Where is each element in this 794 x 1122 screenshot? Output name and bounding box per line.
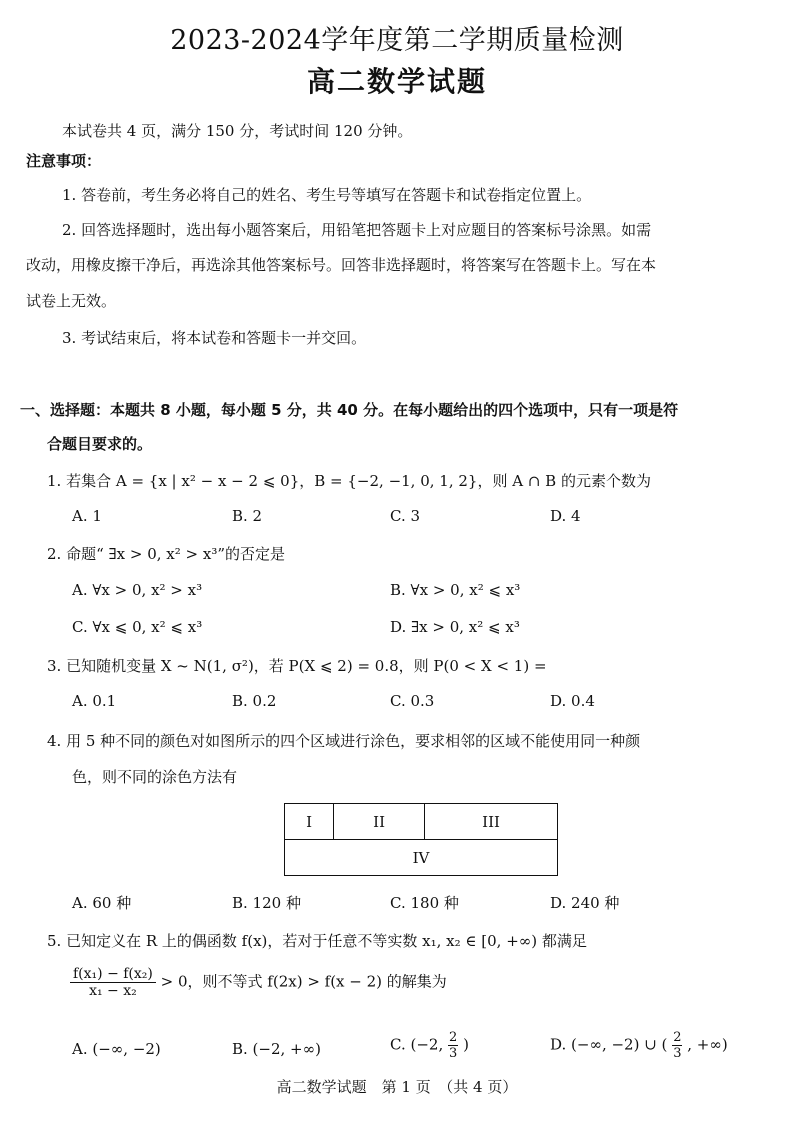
notice-heading: 注意事项： [26,152,102,170]
section-1-heading-line-1: 一、选择题：本题共 8 小题，每小题 5 分，共 40 分。在每小题给出的四个选项中，只有一项是符 [20,401,679,419]
question-1-stem: 1. 若集合 A = {x | x² − x − 2 ⩽ 0}，B = {−2, −1, 0, 1, 2}，则 A ∩ B 的元素个数为 [47,472,651,490]
question-2-stem: 2. 命题“ ∃x > 0, x² > x³”的否定是 [47,545,286,563]
question-4-option-d: D. 240 种 [550,894,620,912]
fraction-denominator: x₁ − x₂ [89,983,137,999]
notice-item-2-line-1: 2. 回答选择题时，选出每小题答案后，用铅笔把答题卡上对应题目的答案标号涂黑。如需 [62,221,652,239]
intro-text: 本试卷共 4 页，满分 150 分，考试时间 120 分钟。 [62,122,413,140]
option-c-denominator: 3 [449,1046,458,1061]
section-1-heading-line-2: 合题目要求的。 [47,435,153,453]
question-4-option-a: A. 60 种 [72,894,132,912]
notice-item-1: 1. 答卷前，考生务必将自己的姓名、考生号等填写在答题卡和试卷指定位置上。 [62,186,592,204]
question-2-option-d: D. ∃x > 0, x² ⩽ x³ [390,618,520,636]
question-1-option-a: A. 1 [72,507,102,525]
question-5-option-a: A. (−∞, −2) [72,1040,161,1058]
question-1-option-b: B. 2 [232,507,263,525]
question-3-option-d: D. 0.4 [550,692,595,710]
question-5-stem-line-2 [70,966,447,999]
option-c-suffix: ) [463,1035,469,1054]
question-4-option-b: B. 120 种 [232,894,301,912]
question-2-option-c: C. ∀x ⩽ 0, x² ⩽ x³ [72,618,203,636]
question-3-option-a: A. 0.1 [72,692,117,710]
question-1-option-d: D. 4 [550,507,581,525]
region-2: II [334,804,425,840]
fraction-numerator: f(x₁) − f(x₂) [70,966,156,983]
region-1: I [285,804,334,840]
region-3: III [425,804,558,840]
page-footer: 高二数学试题 第 1 页 （共 4 页） [276,1078,518,1096]
option-d-numerator: 2 [673,1030,682,1045]
question-4-stem-line-1: 4. 用 5 种不同的颜色对如图所示的四个区域进行涂色，要求相邻的区域不能使用同一种颜 [47,732,641,750]
option-c-numerator: 2 [449,1030,458,1045]
question-5-inequality-text: > 0，则不等式 f(2x) > f(x − 2) 的解集为 [160,972,447,991]
difference-quotient-fraction [70,966,156,999]
question-3-option-b: B. 0.2 [232,692,277,710]
notice-item-2-line-3: 试卷上无效。 [26,292,117,310]
question-3-option-c: C. 0.3 [390,692,435,710]
question-2-option-a: A. ∀x > 0, x² > x³ [72,581,203,599]
question-3-stem: 3. 已知随机变量 X ~ N(1, σ²)，若 P(X ⩽ 2) = 0.8，则 P(0 < X < 1) = [47,657,547,675]
option-d-denominator: 3 [673,1046,682,1061]
option-d-fraction [672,1030,682,1061]
question-4-option-c: C. 180 种 [390,894,459,912]
option-c-prefix: C. (−2, [390,1035,444,1054]
exam-subtitle: 高二数学试题 [306,65,487,98]
region-4: IV [285,840,558,876]
question-5-option-b: B. (−2, +∞) [232,1040,321,1058]
question-5-option-c [390,1030,469,1061]
region-diagram [284,803,558,876]
question-5-option-d [550,1030,728,1061]
notice-item-3: 3. 考试结束后，将本试卷和答题卡一并交回。 [62,329,367,347]
exam-title: 2023-2024学年度第二学期质量检测 [170,25,624,56]
question-5-stem-line-1: 5. 已知定义在 R 上的偶函数 f(x)，若对于任意不等实数 x₁, x₂ ∈ [0, +∞) 都满足 [47,932,587,950]
question-2-option-b: B. ∀x > 0, x² ⩽ x³ [390,581,521,599]
option-c-fraction [448,1030,458,1061]
question-4-stem-line-2: 色，则不同的涂色方法有 [72,768,238,786]
question-1-option-c: C. 3 [390,507,421,525]
notice-item-2-line-2: 改动，用橡皮擦干净后，再选涂其他答案标号。回答非选择题时，将答案写在答题卡上。写在本 [26,256,657,274]
option-d-suffix: , +∞) [687,1035,728,1054]
option-d-prefix: D. (−∞, −2) ∪ ( [550,1035,668,1054]
